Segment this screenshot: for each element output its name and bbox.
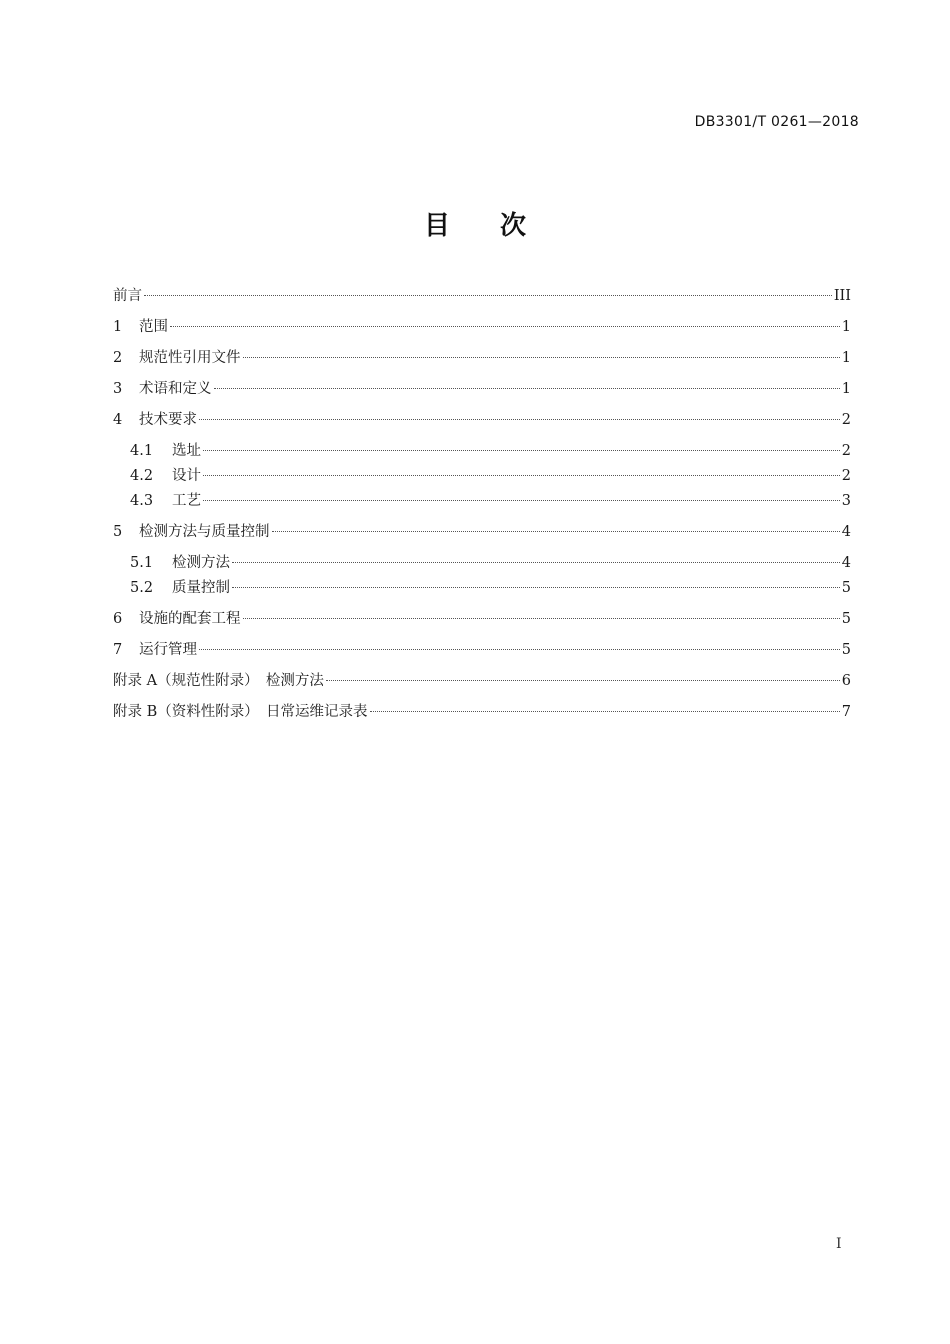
- toc-entry-number: 3: [113, 381, 123, 397]
- toc-entry-page: 5: [841, 642, 851, 658]
- toc-entry-label: 选址: [172, 443, 201, 459]
- toc-entry[interactable]: [113, 410, 851, 431]
- toc-entry-label: 附录 A（规范性附录） 检测方法: [113, 673, 324, 689]
- toc-entry-page: 2: [841, 443, 851, 459]
- document-code: DB3301/T 0261—2018: [694, 114, 859, 130]
- toc-entry-page: 7: [841, 704, 851, 720]
- toc-entry-page: 4: [841, 555, 851, 571]
- toc-entry-label: 前言: [113, 288, 142, 304]
- toc-entry[interactable]: [113, 609, 851, 630]
- toc-entry-page: 2: [841, 468, 851, 484]
- toc-dot-leader: [232, 587, 840, 588]
- footer-page-number: I: [836, 1236, 842, 1252]
- toc-entry[interactable]: [113, 522, 851, 543]
- toc-entry-label: 检测方法与质量控制: [139, 524, 270, 540]
- toc-entry-label: 规范性引用文件: [139, 350, 241, 366]
- toc-entry-label: 质量控制: [172, 580, 230, 596]
- toc-entry-page: 1: [841, 381, 851, 397]
- toc-entry-page: 2: [841, 412, 851, 428]
- toc-entry-number: 2: [113, 350, 123, 366]
- toc-entry[interactable]: [113, 578, 851, 599]
- toc-dot-leader: [214, 388, 840, 389]
- toc-entry-number: 6: [113, 611, 123, 627]
- toc-entry-label: 技术要求: [139, 412, 197, 428]
- toc-entry[interactable]: [113, 317, 851, 338]
- toc-entry[interactable]: [113, 640, 851, 661]
- toc-entry-page: 3: [841, 493, 851, 509]
- toc-entry-label: 检测方法: [172, 555, 230, 571]
- toc-entry-label: 范围: [139, 319, 168, 335]
- toc-dot-leader: [326, 680, 840, 681]
- toc-entry[interactable]: [113, 491, 851, 512]
- toc-entry-number: 4.3: [130, 493, 154, 509]
- toc-dot-leader: [203, 475, 840, 476]
- toc-entry[interactable]: [113, 702, 851, 723]
- toc-entry[interactable]: [113, 553, 851, 574]
- toc-entry-number: 4.1: [130, 443, 154, 459]
- toc-entry-number: 4.2: [130, 468, 154, 484]
- toc-dot-leader: [232, 562, 840, 563]
- toc-entry-page: 1: [841, 350, 851, 366]
- toc-entry-label: 工艺: [172, 493, 201, 509]
- toc-dot-leader: [203, 450, 840, 451]
- toc-entry-page: III: [833, 288, 851, 304]
- table-of-contents: [113, 286, 851, 723]
- toc-dot-leader: [199, 649, 840, 650]
- toc-entry[interactable]: [113, 286, 851, 307]
- toc-dot-leader: [243, 618, 840, 619]
- toc-dot-leader: [203, 500, 840, 501]
- toc-entry-number: 1: [113, 319, 123, 335]
- toc-dot-leader: [199, 419, 840, 420]
- toc-entry-label: 设计: [172, 468, 201, 484]
- toc-entry-label: 术语和定义: [139, 381, 212, 397]
- toc-entry-number: 5: [113, 524, 123, 540]
- toc-entry-page: 4: [841, 524, 851, 540]
- toc-entry-label: 运行管理: [139, 642, 197, 658]
- toc-entry-label: 设施的配套工程: [139, 611, 241, 627]
- toc-entry[interactable]: [113, 379, 851, 400]
- toc-entry-number: 5.2: [130, 580, 154, 596]
- toc-entry[interactable]: [113, 441, 851, 462]
- toc-entry-number: 5.1: [130, 555, 154, 571]
- toc-entry-number: 7: [113, 642, 123, 658]
- toc-entry-label: 附录 B（资料性附录） 日常运维记录表: [113, 704, 368, 720]
- toc-entry-page: 1: [841, 319, 851, 335]
- toc-dot-leader: [272, 531, 840, 532]
- toc-entry-page: 5: [841, 580, 851, 596]
- toc-dot-leader: [144, 295, 832, 296]
- toc-dot-leader: [170, 326, 840, 327]
- toc-entry-page: 5: [841, 611, 851, 627]
- toc-entry[interactable]: [113, 671, 851, 692]
- toc-entry[interactable]: [113, 466, 851, 487]
- toc-dot-leader: [243, 357, 840, 358]
- toc-entry[interactable]: [113, 348, 851, 369]
- toc-entry-number: 4: [113, 412, 123, 428]
- page-title: 目次: [423, 211, 576, 241]
- toc-entry-page: 6: [841, 673, 851, 689]
- toc-dot-leader: [370, 711, 840, 712]
